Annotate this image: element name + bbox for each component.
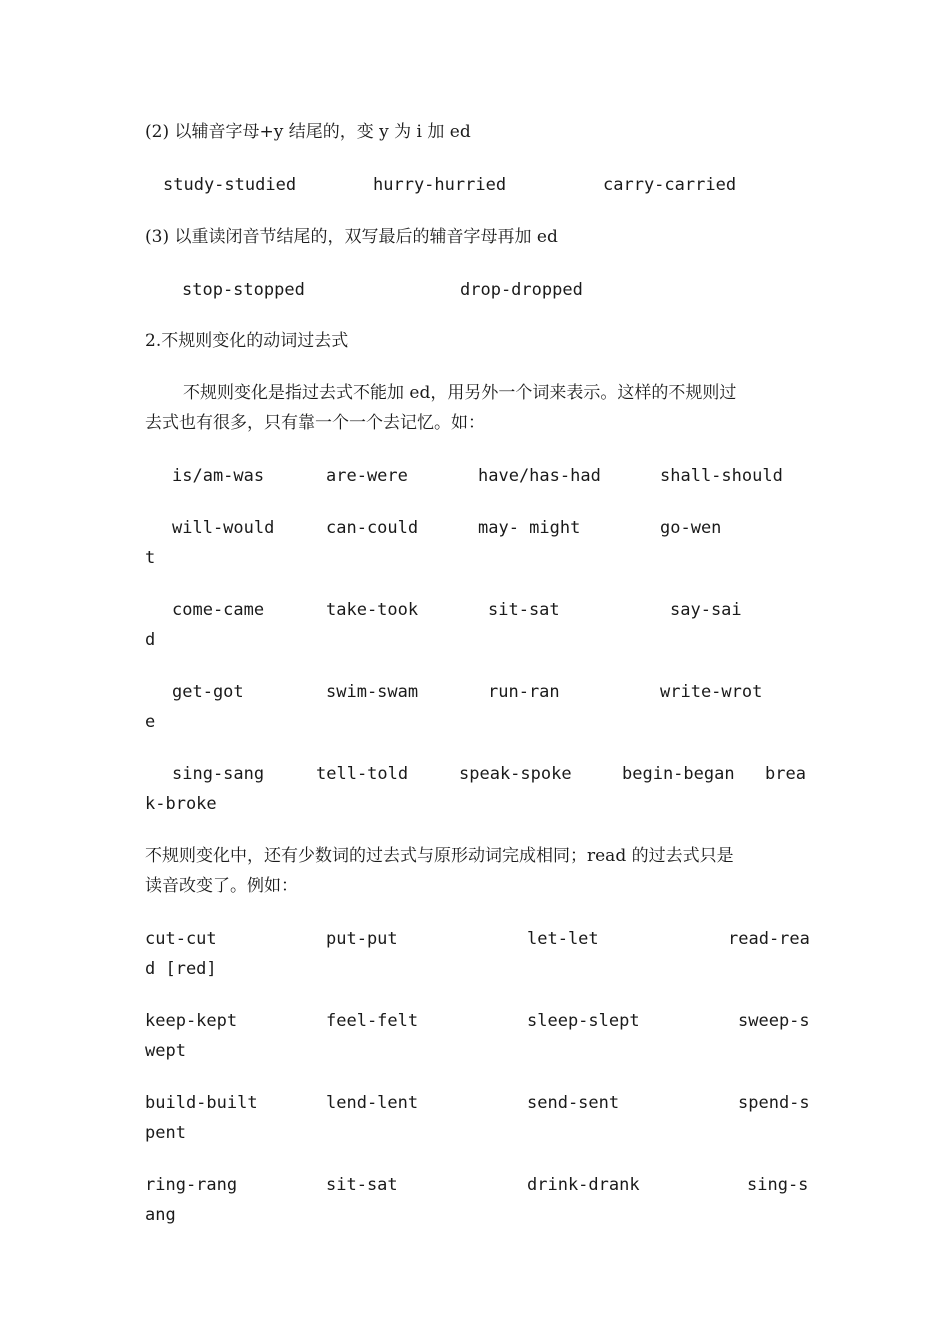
verb-pair: say-sai	[670, 600, 742, 620]
verb-pair-wrap: d [red]	[145, 959, 217, 979]
verb-pair: can-could	[326, 518, 419, 538]
verb-pair: run-ran	[488, 682, 560, 702]
rule-3-text: (3) 以重读闭音节结尾的，双写最后的辅音字母再加 ed	[145, 227, 558, 247]
verb-pair: send-sent	[527, 1093, 620, 1113]
verb-pair: lend-lent	[326, 1093, 419, 1113]
verb-pair: feel-felt	[326, 1011, 419, 1031]
verb-pair-wrap: pent	[145, 1123, 186, 1143]
example-word: hurry-hurried	[373, 175, 507, 195]
verb-pair: sleep-slept	[527, 1011, 640, 1031]
verb-pair: sing-s	[747, 1175, 809, 1195]
verb-pair: drink-drank	[527, 1175, 640, 1195]
verb-pair-wrap: wept	[145, 1041, 186, 1061]
verb-pair: spend-s	[738, 1093, 810, 1113]
verb-pair: sweep-s	[738, 1011, 810, 1031]
verb-pair: will-would	[172, 518, 275, 538]
verb-pair: speak-spoke	[459, 764, 572, 784]
verb-pair: sit-sat	[326, 1175, 398, 1195]
verb-pair: swim-swam	[326, 682, 419, 702]
verb-pair: let-let	[527, 929, 599, 949]
example-word: stop-stopped	[182, 280, 305, 300]
verb-pair: come-came	[172, 600, 265, 620]
verb-pair: may- might	[478, 518, 581, 538]
verb-pair-wrap: ang	[145, 1205, 176, 1225]
note-text-line: 读音改变了。例如：	[145, 876, 298, 896]
verb-pair: sing-sang	[172, 764, 265, 784]
verb-pair: are-were	[326, 466, 408, 486]
note-text-line: 不规则变化中，还有少数词的过去式与原形动词完成相同；read 的过去式只是	[145, 846, 734, 866]
verb-pair: build-built	[145, 1093, 258, 1113]
verb-pair: put-put	[326, 929, 398, 949]
verb-pair: read-rea	[728, 929, 810, 949]
example-word: drop-dropped	[460, 280, 583, 300]
verb-pair-wrap: d	[145, 630, 156, 650]
verb-pair: brea	[765, 764, 806, 784]
verb-pair: begin-began	[622, 764, 735, 784]
example-word: carry-carried	[603, 175, 737, 195]
section-heading: 2.不规则变化的动词过去式	[145, 331, 349, 351]
verb-pair-wrap: k-broke	[145, 794, 217, 814]
verb-pair: tell-told	[316, 764, 409, 784]
verb-pair: have/has-had	[478, 466, 601, 486]
verb-pair: shall-should	[660, 466, 783, 486]
verb-pair: is/am-was	[172, 466, 265, 486]
verb-pair: ring-rang	[145, 1175, 238, 1195]
verb-pair: take-took	[326, 600, 419, 620]
verb-pair: write-wrot	[660, 682, 763, 702]
verb-pair: get-got	[172, 682, 244, 702]
verb-pair-wrap: t	[145, 548, 156, 568]
verb-pair: go-wen	[660, 518, 722, 538]
rule-2-text: (2) 以辅音字母+y 结尾的，变 y 为 i 加 ed	[145, 122, 471, 142]
verb-pair-wrap: e	[145, 712, 156, 732]
intro-text-line: 去式也有很多，只有靠一个一个去记忆。如：	[145, 413, 485, 433]
verb-pair: cut-cut	[145, 929, 217, 949]
example-word: study-studied	[163, 175, 297, 195]
verb-pair: sit-sat	[488, 600, 560, 620]
intro-text-line: 不规则变化是指过去式不能加 ed，用另外一个词来表示。这样的不规则过	[183, 383, 737, 403]
verb-pair: keep-kept	[145, 1011, 238, 1031]
